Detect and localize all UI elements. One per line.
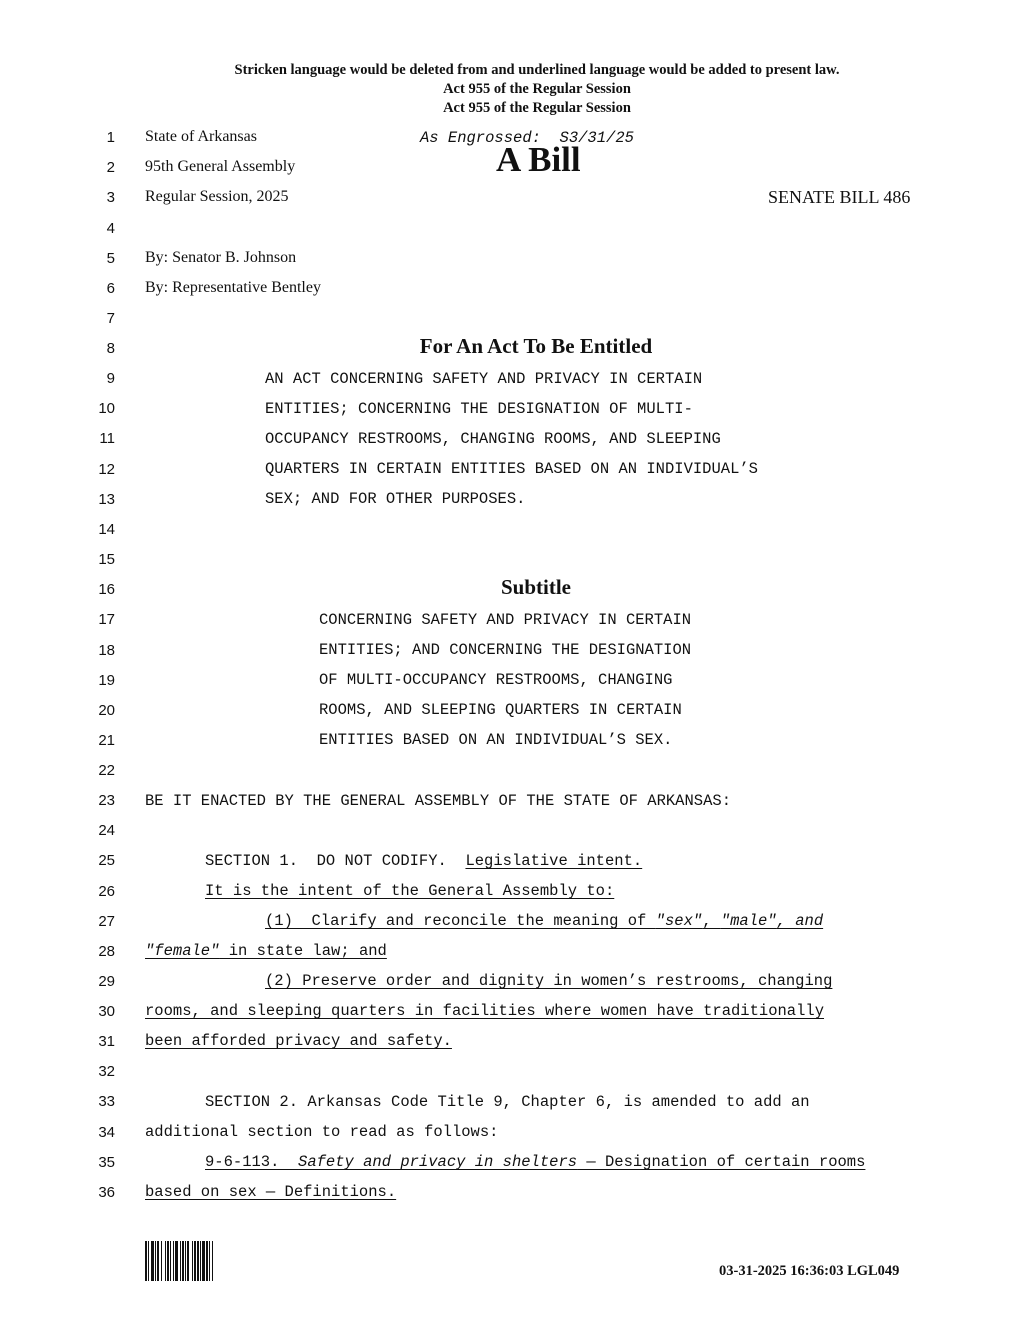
line-number: 22 [98,762,115,779]
act-title-line: AN ACT CONCERNING SAFETY AND PRIVACY IN CERTAIN [265,370,703,388]
barcode-bar [182,1241,184,1281]
line-number: 12 [98,461,115,478]
barcode-bar [202,1241,205,1281]
section-1-paragraph-2-end: been afforded privacy and safety. [145,1032,452,1050]
barcode-bar [145,1241,147,1281]
barcode-bar [187,1241,189,1281]
section-1-heading: SECTION 1. DO NOT CODIFY. Legislative intent. [205,852,643,870]
subtitle-line: CONCERNING SAFETY AND PRIVACY IN CERTAIN [319,611,692,629]
line-number: 17 [98,611,115,628]
line-number: 2 [106,159,115,176]
line-number: 6 [106,280,115,297]
line-number: 4 [106,220,115,237]
barcode-bar [185,1241,186,1281]
barcode [145,1241,275,1286]
line-number: 10 [98,400,115,417]
line-number: 23 [98,792,115,809]
act-title-line: SEX; AND FOR OTHER PURPOSES. [265,490,526,508]
line-number: 32 [98,1063,115,1080]
barcode-bar [165,1241,166,1281]
new-code-section-cont: based on sex — Definitions. [145,1183,397,1201]
state-name: State of Arkansas [145,128,257,145]
line-number: 24 [98,822,115,839]
barcode-bar [148,1241,149,1281]
act-title-line: QUARTERS IN CERTAIN ENTITIES BASED ON AN INDIVIDUAL’S [265,460,758,478]
session: Regular Session, 2025 [145,188,289,205]
enacting-clause: BE IT ENACTED BY THE GENERAL ASSEMBLY OF THE STATE OF ARKANSAS: [145,792,731,810]
barcode-bar [157,1241,159,1281]
general-assembly: 95th General Assembly [145,158,296,175]
barcode-bar [206,1241,208,1281]
act-title-line: OCCUPANCY RESTROOMS, CHANGING ROOMS, AND SLEEPING [265,430,721,448]
section-1-intent: It is the intent of the General Assembly to: [205,882,615,900]
line-number: 13 [98,491,115,508]
section-1-paragraph-1: (1) Clarify and reconcile the meaning of "sex", "male", and [265,912,824,930]
line-number: 15 [98,551,115,568]
line-number: 33 [98,1093,115,1110]
barcode-bar [197,1241,199,1281]
line-number: 9 [106,370,115,387]
line-number: 25 [98,852,115,869]
barcode-bar [212,1241,213,1281]
subtitle-line: ENTITIES; AND CONCERNING THE DESIGNATION [319,641,692,659]
act-line-1: Act 955 of the Regular Session [443,81,631,97]
engrossed-stamp: As Engrossed: S3/31/25 [420,129,634,147]
section-1-paragraph-2: (2) Preserve order and dignity in women’s restrooms, changing [265,972,833,990]
line-number: 31 [98,1033,115,1050]
sponsor-representative: By: Representative Bentley [145,279,321,296]
sponsor-senator: By: Senator B. Johnson [145,249,297,266]
act-title-line: ENTITIES; CONCERNING THE DESIGNATION OF MULTI- [265,400,693,418]
barcode-bar [161,1241,162,1281]
amendment-notice: Stricken language would be deleted from and underlined language would be added to present law. [234,62,840,78]
line-number: 26 [98,883,115,900]
new-code-section: 9-6-113. Safety and privacy in shelters — Designation of certain rooms [205,1153,866,1171]
barcode-bar [173,1241,174,1281]
line-number: 7 [106,310,115,327]
barcode-bar [180,1241,181,1281]
barcode-bar [151,1241,154,1281]
barcode-bar [209,1241,210,1281]
act-line-2: Act 955 of the Regular Session [443,100,631,116]
section-2-heading: SECTION 2. Arkansas Code Title 9, Chapter 6, is amended to add an [205,1093,810,1111]
section-2-cont: additional section to read as follows: [145,1123,499,1141]
barcode-bar [170,1241,171,1281]
line-number: 16 [98,581,115,598]
barcode-bar [175,1241,178,1281]
line-number: 20 [98,702,115,719]
line-number: 5 [106,250,115,267]
line-number: 34 [98,1124,115,1141]
barcode-bar [192,1241,193,1281]
line-number: 36 [98,1184,115,1201]
line-number: 27 [98,913,115,930]
line-number: 35 [98,1154,115,1171]
section-1-paragraph-2-cont: rooms, and sleeping quarters in facilities where women have traditionally [145,1002,825,1020]
barcode-bar [167,1241,169,1281]
line-number: 19 [98,672,115,689]
subtitle-line: ENTITIES BASED ON AN INDIVIDUAL’S SEX. [319,731,673,749]
line-number: 1 [106,129,115,146]
line-number: 14 [98,521,115,538]
line-number: 29 [98,973,115,990]
line-number: 28 [98,943,115,960]
barcode-bar [194,1241,196,1281]
bill-number: SENATE BILL 486 [768,187,911,207]
timestamp-footer: 03-31-2025 16:36:03 LGL049 [719,1263,900,1279]
bill-title: A Bill [496,140,581,179]
line-number: 18 [98,642,115,659]
subtitle-line: OF MULTI-OCCUPANCY RESTROOMS, CHANGING [319,671,673,689]
barcode-bar [155,1241,156,1281]
line-number: 21 [98,732,115,749]
barcode-bar [200,1241,201,1281]
line-number: 3 [106,189,115,206]
line-number: 11 [99,430,115,447]
line-number: 30 [98,1003,115,1020]
line-number: 8 [106,340,115,357]
section-1-paragraph-1-cont: "female" in state law; and [145,942,387,960]
subtitle-line: ROOMS, AND SLEEPING QUARTERS IN CERTAIN [319,701,682,719]
